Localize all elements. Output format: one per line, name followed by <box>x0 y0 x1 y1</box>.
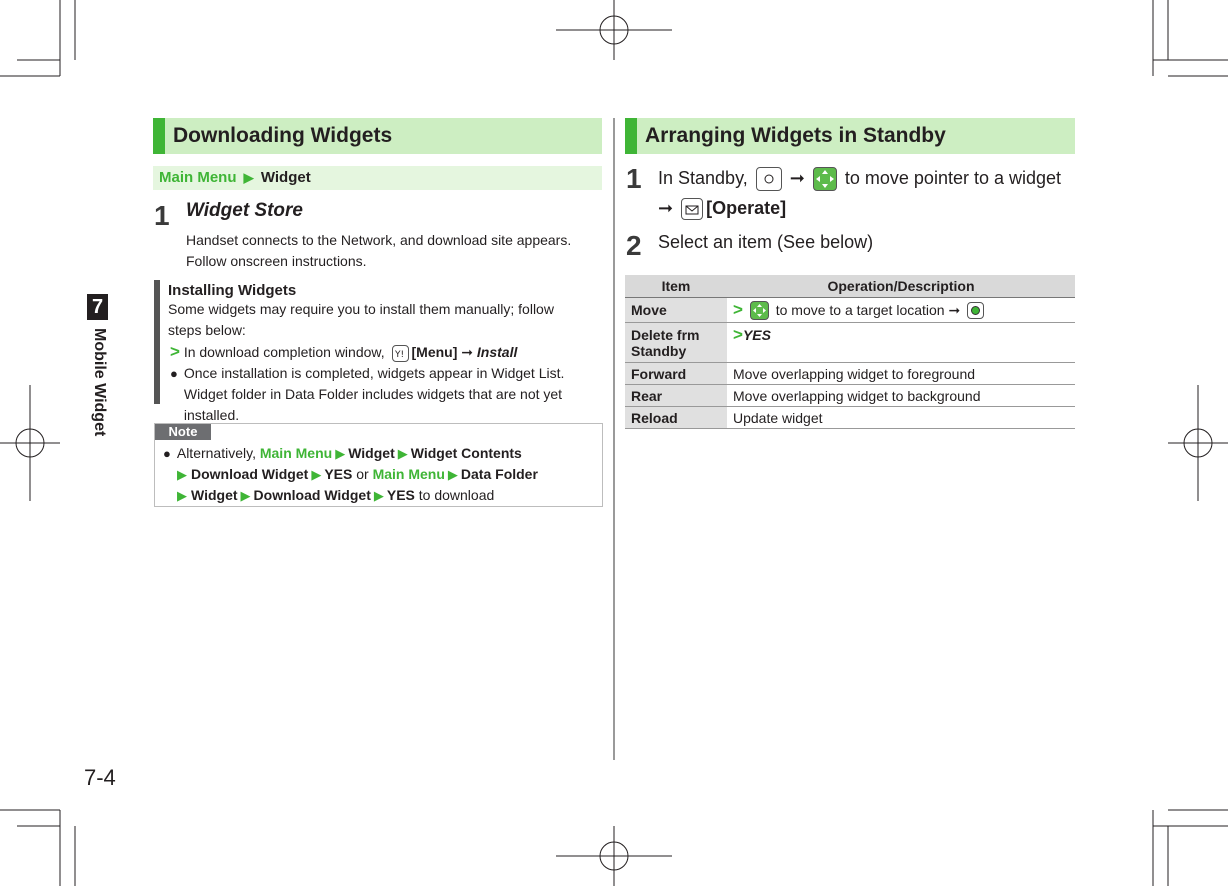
triangle-icon: ▶ <box>447 467 458 482</box>
chevron-icon: > <box>170 342 180 361</box>
step-description <box>186 230 586 272</box>
mail-key-icon <box>681 198 703 220</box>
step1-text: In Standby, ➞ to move pointer to a widget ➞ [Operate] <box>658 163 1068 223</box>
note-text: ● Alternatively, Main Menu ▶ Widget ▶ Widget Contents ▶ Download Widget ▶ YES or Main Menu ▶ Data Folder ▶ Widget ▶ Download Widget ▶ YES to download <box>163 445 538 503</box>
dpad-icon <box>813 167 837 191</box>
chapter-number: 7 <box>87 294 108 320</box>
table-header-row <box>625 275 1075 297</box>
section-header-downloading: Downloading Widgets <box>153 118 602 154</box>
note-label: Note <box>155 424 211 440</box>
install-label: Install <box>476 344 518 360</box>
breadcrumb-main-menu: Main Menu <box>159 169 237 186</box>
table-row: Rear Move overlapping widget to background <box>625 385 1075 407</box>
triangle-icon: ▶ <box>373 488 384 503</box>
note-box <box>154 423 603 507</box>
breadcrumb <box>153 166 602 190</box>
bullet-icon: ● <box>163 446 171 461</box>
info-action <box>170 341 604 363</box>
step-number: 1 <box>626 163 642 194</box>
operate-label: [Operate] <box>706 198 787 218</box>
camera-key-icon <box>756 167 782 191</box>
table-row: Move > to move to a target location ➞ <box>625 297 1075 323</box>
table-row: Forward Move overlapping widget to foreground <box>625 363 1075 385</box>
chevron-icon: > <box>733 325 743 345</box>
chevron-icon: > <box>733 299 743 319</box>
step2-text: Select an item (See below) <box>658 232 874 252</box>
table-header-item: Item <box>625 275 727 297</box>
section-header-arranging: Arranging Widgets in Standby <box>625 118 1075 154</box>
step-line-2: Follow onscreen instructions. <box>186 253 367 269</box>
dpad-icon <box>750 301 769 320</box>
step-number: 1 <box>154 200 170 231</box>
triangle-icon: ▶ <box>243 170 254 185</box>
info-bullet-text: Once installation is completed, widgets appear in Widget List. Widget folder in Data Folder includes widgets that are not yet installed. <box>183 365 565 423</box>
triangle-icon: ▶ <box>177 467 187 482</box>
menu-key-label: [Menu] <box>411 344 458 360</box>
step-line-1: Handset connects to the Network, and download site appears. <box>186 232 572 248</box>
triangle-icon: ▶ <box>335 446 346 461</box>
table-header-desc: Operation/Description <box>727 275 1075 297</box>
step-title: Widget Store <box>186 200 303 221</box>
yahoo-key-icon <box>392 345 409 362</box>
arrow-icon: ➞ <box>461 344 474 360</box>
arrow-icon: ➞ <box>658 198 674 218</box>
table-row: Reload Update widget <box>625 407 1075 429</box>
center-key-icon <box>967 302 984 319</box>
info-bullet <box>170 363 598 426</box>
operations-table <box>625 275 1075 429</box>
page-number: 7-4 <box>84 765 116 790</box>
bullet-icon: ● <box>170 366 178 381</box>
svg-text:Y!: Y! <box>394 349 404 360</box>
info-text: Some widgets may require you to install them manually; follow steps below: <box>168 301 554 338</box>
breadcrumb-widget: Widget <box>260 169 311 186</box>
info-box <box>154 280 604 423</box>
chapter-title: Mobile Widget <box>91 328 108 437</box>
triangle-icon: ▶ <box>311 467 322 482</box>
table-row: Delete frm Standby >YES <box>625 323 1075 363</box>
arrow-icon: ➞ <box>948 301 961 318</box>
arrow-icon: ➞ <box>789 168 805 188</box>
triangle-icon: ▶ <box>240 488 251 503</box>
info-title: Installing Widgets <box>168 282 297 299</box>
info-action-prefix: In download completion window, <box>183 344 385 360</box>
triangle-icon: ▶ <box>177 488 187 503</box>
step-number: 2 <box>626 230 642 261</box>
triangle-icon: ▶ <box>397 446 408 461</box>
